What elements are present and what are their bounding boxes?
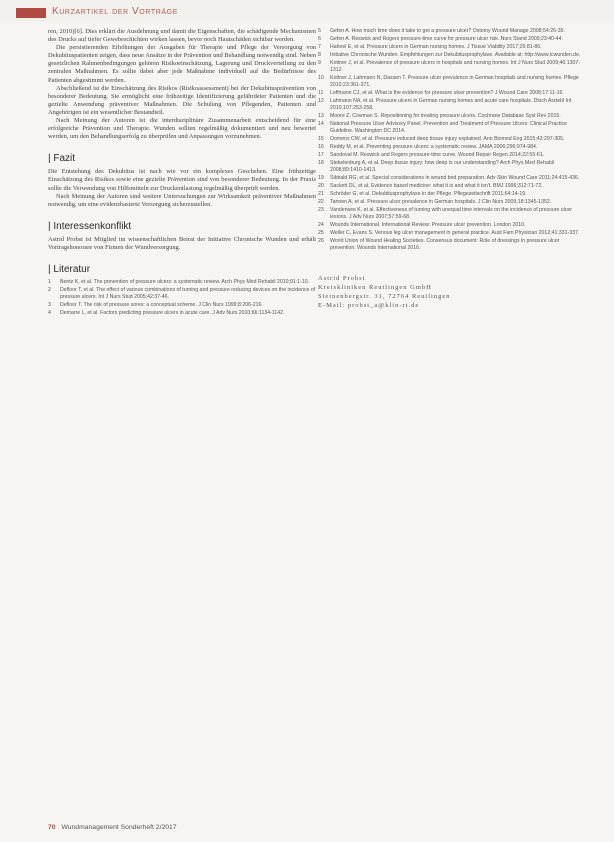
journal-name: Wundmanagement Sonderheft 2/2017 [61,824,177,831]
reference-number: 7 [318,44,321,51]
reference-item [318,121,582,134]
reference-item [318,207,582,220]
reference-number: 4 [48,309,51,316]
reference-item [318,90,582,97]
intro-paragraph: ren, 2010)[6]. Dies erklärt die Ausdehnung und damit die Eigenschaften, die schädigende Mechanismen des Drucks auf tiefer Gewebeschichten wirken lassen, bevor noch Hautschäden sichtbar werden. [48,28,316,44]
reference-text: Oomens CW, et al. Pressure induced deep tissue injury explained. Ann Biomed Eng 2015;43:297-305. [330,135,565,142]
reference-text: Lahmann NA, et al. Pressure ulcers in German nursing homes and acute care hospitals. Dtsch Arztebl Int 2010;107:253-258. [330,98,572,111]
reference-number: 24 [318,222,324,228]
reference-item [318,175,582,182]
reference-text: Stekelenburg A, et al. Deep tissue injury: how deep is our understanding? Arch Phys Med Rehabil 2008;89:1410-1413. [330,160,555,173]
reference-item [318,199,582,206]
reference-item [318,52,582,59]
reference-item [318,238,582,251]
reference-item [48,279,316,286]
reference-number: 15 [318,135,324,142]
reference-text: Defloor T. The risk of pressure sores: a conceptual scheme. J Clin Nurs 1999;8:206-216. [60,301,263,308]
reference-number: 22 [318,199,324,206]
reference-text: Sibbald RG, et al. Special considerations in wound bed preparation. Adv Skin Wound Care 2011;24:415-436. [330,174,580,181]
header-accent [16,8,46,18]
reference-item [318,191,582,198]
reference-text: Leffmann CJ, et al. What is the evidence for pressure ulcer prevention? J Wound Care 2008;17:11-16. [330,89,564,96]
reference-item [318,152,582,159]
author-block [318,274,582,310]
page-footer [48,824,177,831]
author-name: Astrid Probst [318,274,366,282]
reference-number: 2 [48,287,51,294]
reference-text: Sandoval M. Reswick and Rogers pressure-time curve. Wound Repair Regen 2014;22:55-61. [330,151,545,158]
reference-item [48,302,316,309]
reference-text: Wounds International. International Review: Pressure ulcer prevention. London 2010. [330,222,526,228]
fazit-heading: | Fazit [48,153,76,165]
reference-item [318,136,582,143]
reference-number: 23 [318,207,324,214]
coi-paragraph: Astrid Probst ist Mitglied im wissenschaftlichen Beirat der Initiative Chronische Wunden und erhält Vortragshonorare von Firmen der Wundversorgung. [48,235,316,251]
reference-text: Gefen A. Reswick and Rogers pressure-time curve for pressure ulcer risk. Nurs Stand 2009;23:40-44. [330,36,563,43]
reference-text: Moore Z, Cowman S. Repositioning for treating pressure ulcers. Cochrane Database Syst Rev 2015. [330,112,561,119]
reference-text: Reddy M, et al. Preventing pressure ulcers: a systematic review. JAMA 2006;296:974-984. [330,143,538,150]
reference-item [318,230,582,237]
reference-item [318,44,582,51]
reference-item [318,75,582,88]
reference-text: Schröder G, et al. Dekubitusprophylaxe in der Pflege. Pflegezeitschrift 2011;64:14-19. [330,191,527,198]
reference-item [318,144,582,151]
reference-number: 19 [318,174,324,181]
reference-number: 6 [318,36,321,43]
reference-number: 21 [318,191,324,198]
header-bar [0,0,614,22]
intro-paragraph: Abschließend ist die Einschätzung des Risikos (Risikoassessment) bei der Dekubitusprävention von besonderer Bedeutung. Sie ermöglicht eine frühzeitige Identifizierung gefährdeter Patienten und die gezielte Anwendung präventiver Maßnahmen. Die Schulung von Pflegenden, Patienten und Angehörigen ist ein wesentlicher Bestandteil. [48,84,316,116]
reference-number: 9 [318,60,321,67]
reference-item [318,36,582,43]
reference-text: Kottner J, et al. Prevalence of pressure ulcers in hospitals and nursing homes. Int J Nurs Stud 2009;46:1307-1312. [330,60,581,74]
reference-list-right [318,28,582,252]
reference-text: Weller C, Evans S. Venous leg ulcer management in general practice. Aust Fam Physician 2012;41:331-337. [330,230,580,237]
reference-number: 1 [48,278,51,285]
reference-item [48,287,316,300]
reference-number: 17 [318,151,324,158]
reference-text: Hahnel E, et al. Pressure ulcers in German nursing homes. J Tissue Viability 2017;26:81-86. [330,44,542,51]
reference-item [318,60,582,73]
reference-number: 14 [318,120,324,127]
reference-item [318,28,582,35]
reference-text: Kottner J, Lahmann N, Dassen T. Pressure ulcer prevalence in German hospitals and nursing homes. Pflege 2010;23:361-371. [330,75,579,88]
literature-heading: | Literatur [48,263,91,275]
reference-number: 20 [318,182,324,189]
reference-number: 25 [318,230,324,237]
reference-item [318,113,582,120]
author-affiliation: Kreiskliniken Reutlingen GmbH [318,283,432,291]
reference-number: 12 [318,98,324,105]
reference-item [318,222,582,229]
fazit-paragraph: Die Entstehung des Dekubitus ist nach wie vor ein komplexes Geschehen. Eine frühzeitige Einschätzung des Risikos sowie eine gezielte Prävention sind von besonderer Bedeutung. In der Praxis sollte die Verwendung von Hilfsmitteln zur Druckentlastung regelmäßig überprüft werden. [48,168,316,192]
intro-paragraph: Nach Meinung der Autoren ist die interdisziplinäre Zusammenarbeit entscheidend für eine erfolgreiche Prävention und Therapie. Wunden sollten regelmäßig dokumentiert und neu bewertet werden, um den Behandlungserfolg zu überprüfen und Anpassungen vorzunehmen. [48,117,316,141]
reference-list-left [48,279,316,317]
reference-text: Tannen A, et al. Pressure ulcer prevalence in German hospitals. J Clin Nurs 2009;18:1345-1352. [330,199,552,206]
reference-number: 26 [318,238,324,245]
reference-number: 3 [48,301,51,308]
reference-text: Defloor T, et al. The effect of various combinations of turning and pressure reducing devices on the incidence of pressure ulcers. Int J Nurs Stud 2005;42:37-46. [60,287,316,300]
reference-number: 16 [318,143,324,150]
reference-text: World Union of Wound Healing Societies. Consensus document: Role of dressings in pressure ulcer prevention. Wounds International 2016. [330,238,560,251]
reference-number: 18 [318,160,324,167]
coi-heading: | Interessenkonflikt [48,220,132,232]
reference-text: Sackett DL, et al. Evidence based medicine: what it is and what it isn't. BMJ 1996;312:71-72. [330,182,543,189]
reference-number: 8 [318,52,321,59]
author-email: E-Mail: probst_a@klin-rt.de [318,301,420,309]
reference-number: 10 [318,75,324,82]
page-number: 70 [48,824,56,831]
left-column [48,28,316,318]
reference-text: Gefen A. How much time does it take to get a pressure ulcer? Ostomy Wound Manage 2008;54:26-35. [330,28,565,34]
right-column [318,28,582,310]
header-title: Kurzartikel der Vorträge [52,6,178,17]
reference-item [318,183,582,190]
reference-number: 13 [318,112,324,119]
reference-text: Initiative Chronische Wunden. Empfehlungen zur Dekubitusprophylaxe. Available at: http://www.icwunden.de. [330,52,581,59]
reference-number: 5 [318,28,321,34]
reference-text: Demarre L, et al. Factors predicting pressure ulcers in acute care. J Adv Nurs 2010;66:1134-1142. [60,309,285,316]
fazit-paragraph: Nach Meinung der Autoren sind weitere Untersuchungen zur Wirksamkeit präventiver Maßnahmen notwendig, um eine evidenzbasierte Versorgung sicherzustellen. [48,192,316,208]
reference-item [48,310,316,317]
author-address: Steinenbergstr. 31, 72764 Reutlingen [318,292,451,300]
reference-text: Bentz K, et al. The prevention of pressure ulcers: a systematic review. Arch Phys Med Rehabil 2010;91:1-10. [60,278,310,285]
reference-number: 11 [318,89,324,96]
reference-text: Vanderwee K, et al. Effectiveness of turning with unequal time intervals on the incidence of pressure ulcer lesions. J Adv Nurs 2007;57:59-68. [330,207,573,220]
reference-item [318,160,582,173]
reference-text: National Pressure Ulcer Advisory Panel. Prevention and Treatment of Pressure Ulcers: Clinical Practice Guideline. Washington DC 2014. [330,120,567,134]
reference-item [318,98,582,111]
intro-paragraph: Die persistierenden Erhöhungen der Ausgaben für Therapie und Pflege der Versorgung von Dekubituspatienten zeigen, dass neue Ansätze in der Prävention und Behandlung notwendig sind. Neben gesetzlichen Rahmenbedingungen gehören Risikoeinschätzung, Lagerung und Druckverteilung zu den zentralen Maßnahmen. Es sollte dabei aber jede Maßnahme individuell auf die Bedürfnisse des Patienten abgestimmt werden. [48,44,316,84]
